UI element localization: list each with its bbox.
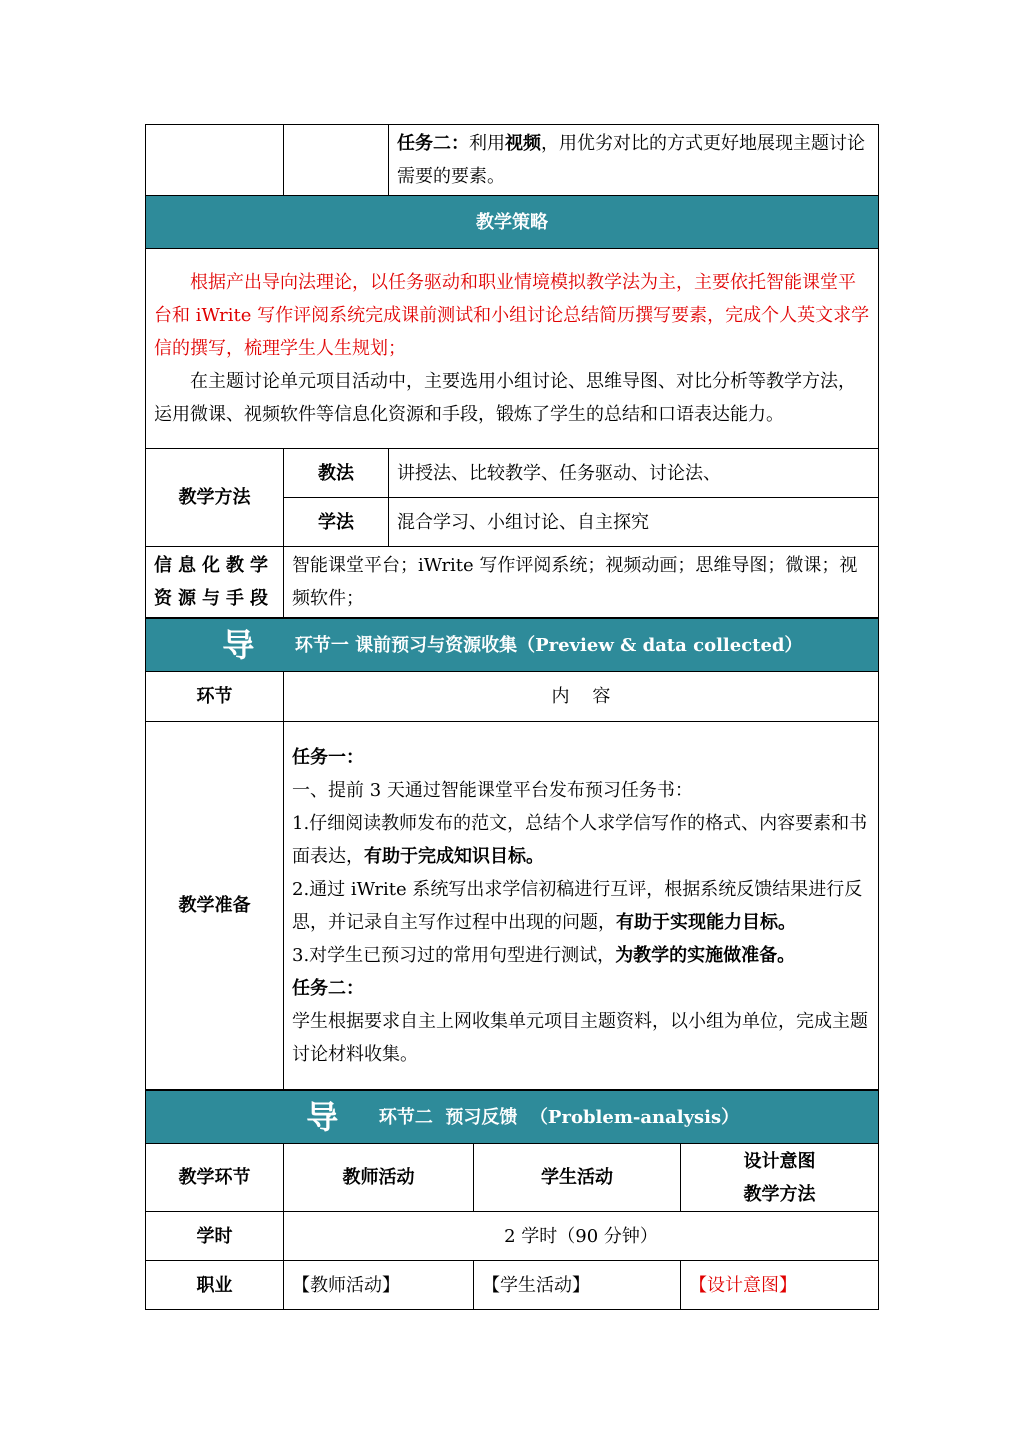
teach-label: 教法 — [284, 449, 389, 498]
career-row — [146, 1261, 879, 1310]
task2-row — [146, 125, 879, 196]
col-content-header: 内 容 — [284, 672, 879, 722]
stage1-title: 环节一 课前预习与资源收集（Preview & data collected） — [294, 634, 803, 656]
strategy-paragraph-2: 在主题讨论单元项目活动中，主要选用小组讨论、思维导图、对比分析等教学方法，运用微课、视频软件等信息化资源和手段，锻炼了学生的总结和口语表达能力。 — [154, 371, 856, 425]
strategy-paragraph-1: 根据产出导向法理论，以任务驱动和职业情境模拟教学法为主，主要依托智能课堂平台和 iWrite 写作评阅系统完成课前测试和小组讨论总结简历撰写要素，完成个人英文求学信的撰写，梳理学生人生规划； — [154, 272, 870, 359]
h-student: 学生活动 — [474, 1144, 681, 1212]
methods-label: 教学方法 — [146, 449, 284, 547]
stage1-table — [145, 618, 879, 1090]
career-teacher: 【教师活动】 — [284, 1261, 474, 1310]
hours-label: 学时 — [146, 1212, 284, 1261]
stage1-glyph: 导 — [222, 625, 255, 664]
stage2-header-row — [146, 1144, 879, 1212]
stage1-band-row — [146, 619, 879, 672]
teach-value: 讲授法、比较教学、任务驱动、讨论法、 — [389, 449, 879, 498]
career-student: 【学生活动】 — [474, 1261, 681, 1310]
stage2-title: 环节二 预习反馈 （Problem-analysis） — [378, 1106, 740, 1128]
stage1-header-row — [146, 672, 879, 722]
method-teach-row — [146, 449, 879, 498]
stage2-table — [145, 1090, 879, 1310]
lesson-plan-page — [145, 124, 878, 1310]
stage2-band — [146, 1091, 879, 1144]
prep-label: 教学准备 — [146, 722, 284, 1090]
strategy-body-row — [146, 249, 879, 449]
career-design: 【设计意图】 — [681, 1261, 879, 1310]
h-design-method: 设计意图 教学方法 — [681, 1144, 879, 1212]
hours-row — [146, 1212, 879, 1261]
h-teacher: 教师活动 — [284, 1144, 474, 1212]
col-stage-header: 环节 — [146, 672, 284, 722]
prep-content: 任务一： 一、提前 3 天通过智能课堂平台发布预习任务书： 1.仔细阅读教师发布的范文，总结个人求学信写作的格式、内容要素和书面表达，有助于完成知识目标。 2.通过 iWrite 系统写出求学信初稿进行互评，根据系统反馈结果进行反思，并记录自主写作过程中出现的问题，有助于实现能力目标。 3.对学生已预习过的常用句型进行测试，为教学的实施做准备。 任务二： 学生根据要求自主上网收集单元项目主题资料，以小组为单位，完成主题讨论材料收集。 — [284, 722, 879, 1090]
hours-value: 2 学时（90 分钟） — [284, 1212, 879, 1261]
info-row — [146, 547, 879, 618]
info-label: 信息化教学资源与手段 — [146, 547, 284, 618]
info-value: 智能课堂平台；iWrite 写作评阅系统；视频动画；思维导图；微课；视频软件； — [284, 547, 879, 618]
stage2-glyph: 导 — [306, 1097, 339, 1136]
learn-value: 混合学习、小组讨论、自主探究 — [389, 498, 879, 547]
career-label: 职业 — [146, 1261, 284, 1310]
stage1-band — [146, 619, 879, 672]
task2-cell: 任务二：利用视频，用优劣对比的方式更好地展现主题讨论需要的要素。 — [389, 125, 879, 196]
h-stage: 教学环节 — [146, 1144, 284, 1212]
stage2-band-row — [146, 1091, 879, 1144]
strategy-header: 教学策略 — [146, 196, 879, 249]
learn-label: 学法 — [284, 498, 389, 547]
prep-row — [146, 722, 879, 1090]
strategy-table — [145, 124, 879, 618]
strategy-header-row — [146, 196, 879, 249]
